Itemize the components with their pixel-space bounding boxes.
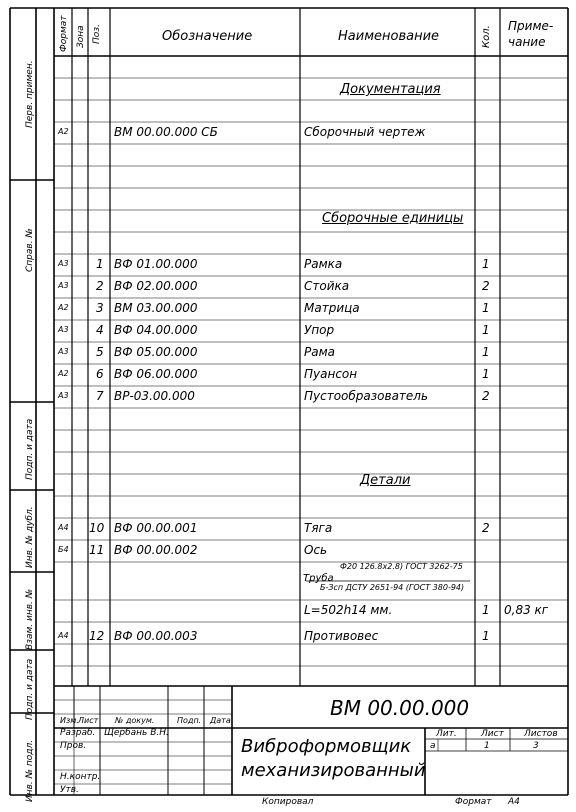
tb-sheet-label: Лист — [481, 729, 504, 739]
side-label-vzam-inv: Взам. инв. № — [25, 588, 35, 650]
tb-list: Лист — [78, 716, 99, 725]
header-designation: Обозначение — [162, 29, 253, 44]
row-qty: 1 — [482, 367, 490, 381]
row-position: 7 — [96, 389, 104, 403]
row-designation: ВФ 00.00.001 — [114, 521, 198, 535]
row-name: Ось — [304, 543, 328, 557]
section-assembly-units: Сборочные единицы — [322, 211, 464, 226]
header-zona: Зона — [76, 25, 86, 48]
row-designation: ВМ 00.00.000 СБ — [114, 125, 218, 139]
row-position: 4 — [96, 323, 104, 337]
row-designation: ВФ 00.00.003 — [114, 629, 198, 643]
row-format: А4 — [58, 523, 69, 532]
footer-format-value: А4 — [508, 797, 520, 807]
side-label-sprav: Справ. № — [25, 228, 35, 272]
header-note-line1: Приме- — [508, 19, 554, 33]
row-name: Упор — [304, 323, 335, 337]
section-documentation: Документация — [340, 82, 441, 97]
row-name: Рама — [304, 345, 335, 359]
row-format: А4 — [58, 631, 69, 640]
row-qty: 1 — [482, 257, 490, 271]
row-designation: ВР-03.00.000 — [114, 389, 195, 403]
row-name: Противовес — [304, 629, 379, 643]
row-qty: 1 — [482, 345, 490, 359]
row-position: 10 — [89, 521, 105, 535]
tb-developer: Щербань В.Н. — [104, 728, 169, 738]
tb-lit-value: а — [430, 741, 436, 751]
header-qty: Кол. — [481, 25, 492, 48]
row-name: Пуансон — [304, 367, 358, 381]
side-label-podp-data-2: Подп. и дата — [25, 658, 35, 720]
title-block-name-line1: Виброформовщик — [241, 736, 412, 757]
row-format: А2 — [58, 369, 69, 378]
row-format: А2 — [58, 127, 69, 136]
pipe-length: L=502h14 мм. — [304, 603, 393, 617]
title-block-name-line2: механизированный — [241, 760, 426, 781]
pipe-mass-note: 0,83 кг — [504, 603, 549, 617]
tb-sheets-label: Листов — [524, 729, 558, 739]
row-format: А3 — [58, 391, 69, 400]
row-designation: ВМ 03.00.000 — [114, 301, 198, 315]
tb-sheet-value: 1 — [484, 741, 490, 751]
row-qty: 1 — [482, 323, 490, 337]
tb-n-kontr: Н.контр. — [60, 772, 101, 782]
footer-format-label: Формат — [455, 797, 492, 807]
tb-lit-label: Лит. — [436, 729, 457, 739]
row-designation: ВФ 06.00.000 — [114, 367, 198, 381]
row-format: А3 — [58, 259, 69, 268]
tb-utv: Утв. — [60, 785, 79, 795]
row-position: 5 — [96, 345, 104, 359]
tb-data: Дата — [210, 716, 231, 725]
row-name: Матрица — [304, 301, 360, 315]
row-format: А3 — [58, 325, 69, 334]
pipe-spec-top: Ф20 126.8х2.8) ГОСТ 3262-75 — [340, 562, 463, 571]
side-label-podp-data-1: Подп. и дата — [25, 418, 35, 480]
tb-izm: Изм. — [60, 716, 79, 725]
side-label-perv-primen: Перв. примен. — [25, 60, 35, 128]
row-format: А3 — [58, 281, 69, 290]
row-position: 6 — [96, 367, 104, 381]
row-position: 12 — [89, 629, 105, 643]
row-designation: ВФ 04.00.000 — [114, 323, 198, 337]
side-label-inv-podl: Инв. № подл. — [25, 739, 35, 802]
row-position: 11 — [89, 543, 105, 557]
header-format: Формат — [59, 15, 69, 52]
tb-sheets-value: 3 — [533, 741, 539, 751]
tb-podp: Подп. — [177, 716, 202, 725]
row-format: Б4 — [58, 545, 69, 554]
row-format: А3 — [58, 347, 69, 356]
side-label-inv-dubl: Инв. № дубл. — [25, 506, 35, 568]
title-block-code: ВМ 00.00.000 — [330, 696, 470, 720]
row-qty: 2 — [482, 279, 490, 293]
row-qty: 2 — [482, 389, 490, 403]
row-designation: ВФ 00.00.002 — [114, 543, 198, 557]
header-name: Наименование — [338, 29, 440, 44]
header-note-line2: чание — [508, 35, 546, 49]
pipe-qty: 1 — [482, 603, 490, 617]
row-position: 2 — [96, 279, 104, 293]
row-qty: 1 — [482, 629, 490, 643]
row-designation: ВФ 01.00.000 — [114, 257, 198, 271]
row-position: 3 — [96, 301, 104, 315]
row-qty: 2 — [482, 521, 490, 535]
row-position: 1 — [96, 257, 104, 271]
row-name: Рамка — [304, 257, 343, 271]
row-name: Стойка — [304, 279, 350, 293]
row-format: А2 — [58, 303, 69, 312]
pipe-spec-bottom: Б-Зсп ДСТУ 2651-94 (ГОСТ 380-94) — [320, 583, 465, 592]
row-name: Сборочный чертеж — [304, 125, 426, 139]
row-designation: ВФ 02.00.000 — [114, 279, 198, 293]
section-parts: Детали — [360, 473, 411, 488]
row-name: Тяга — [304, 521, 333, 535]
row-name: Пустообразователь — [304, 389, 429, 403]
header-poz: Поз. — [92, 24, 102, 44]
pipe-word: Труба — [303, 573, 334, 584]
row-qty: 1 — [482, 301, 490, 315]
tb-doc-no: № докум. — [115, 716, 155, 725]
row-designation: ВФ 05.00.000 — [114, 345, 198, 359]
tb-prov: Пров. — [60, 741, 87, 751]
tb-razrab: Разраб. — [60, 728, 96, 738]
footer-copied: Копировал — [262, 797, 314, 807]
